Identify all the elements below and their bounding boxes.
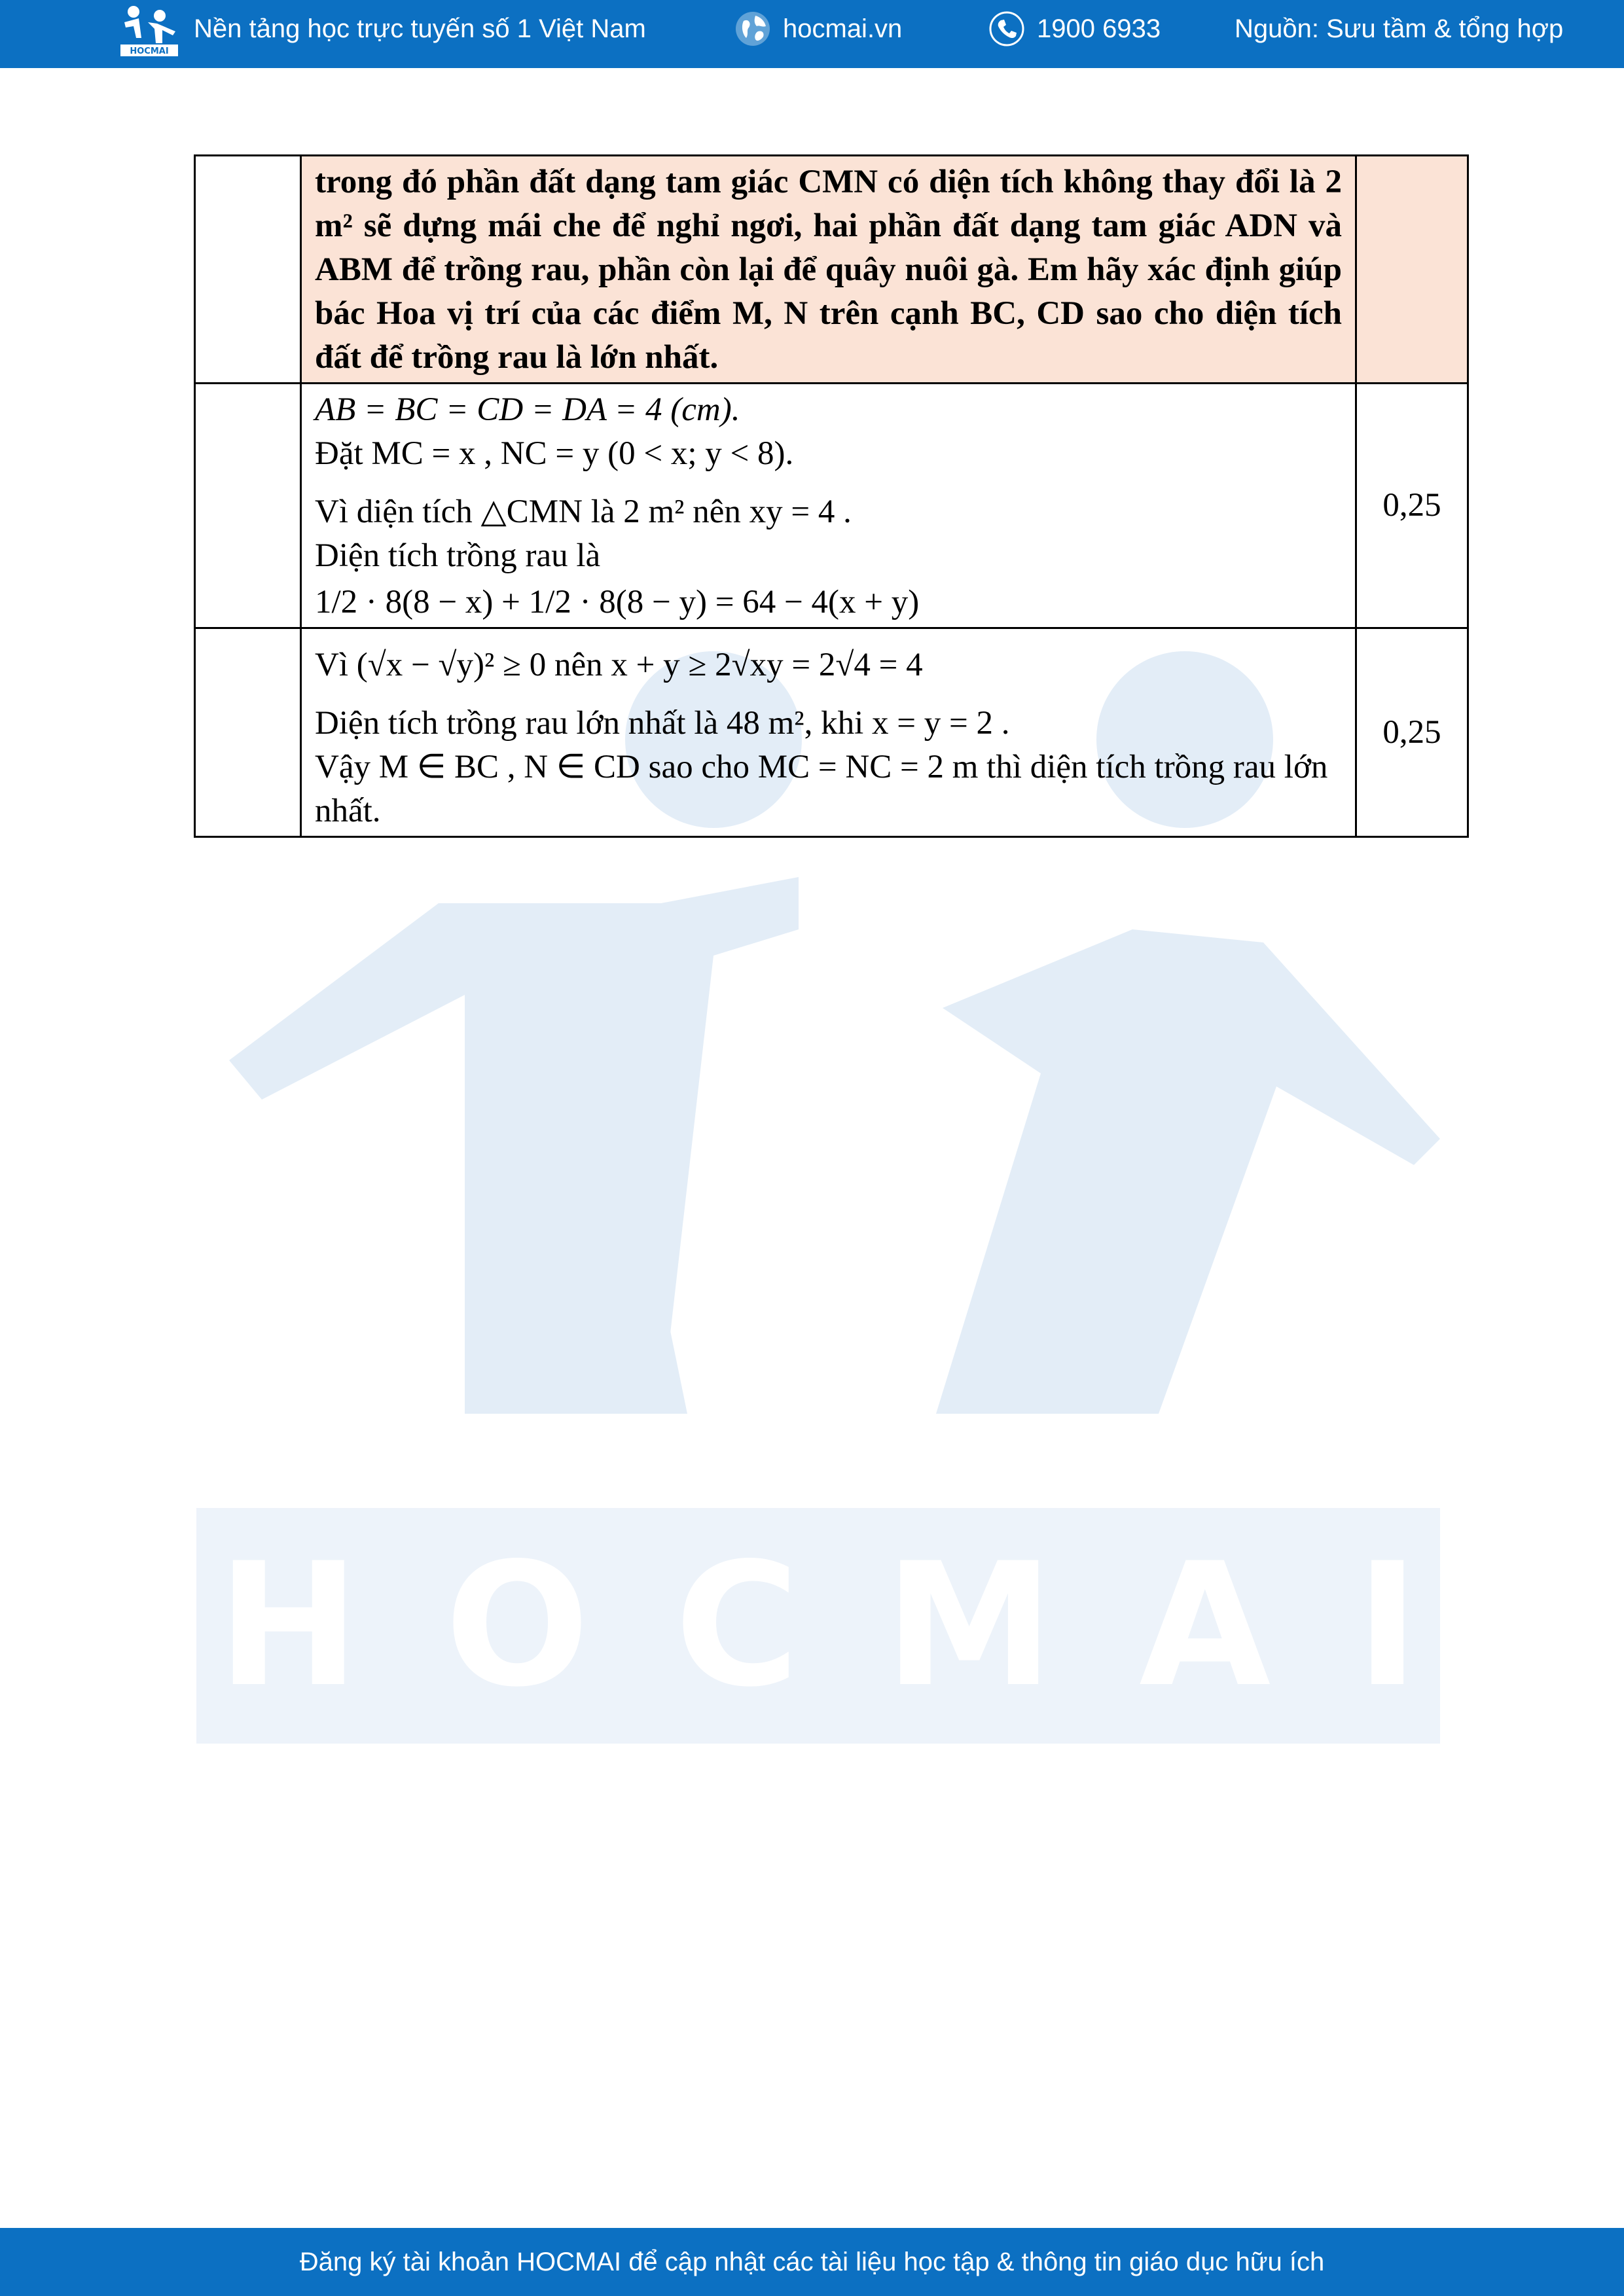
- empty-cell: [195, 628, 301, 837]
- set-variables-line: Đặt MC = x , NC = y (0 < x; y < 8).: [315, 435, 794, 472]
- footer-text[interactable]: Đăng ký tài khoản HOCMAI để cập nhật các tài liệu học tập & thông tin giáo dục hữu ích: [299, 2247, 1325, 2276]
- vegetable-area-label: Diện tích trồng rau là: [315, 537, 601, 574]
- conclusion-line: Vậy M ∈ BC , N ∈ CD sao cho MC = NC = 2 m thì diện tích trồng rau lớn nhất.: [315, 749, 1328, 829]
- logo-text: HOCMAI: [130, 46, 169, 56]
- score-cell-2: 0,25: [1356, 628, 1468, 837]
- header-slogan: Nền tảng học trực tuyến số 1 Việt Nam: [194, 14, 646, 43]
- phone-icon: [988, 10, 1025, 47]
- watermark-text: HOCMAI: [196, 1508, 1440, 1744]
- website-label: hocmai.vn: [783, 14, 903, 43]
- max-area-line: Diện tích trồng rau lớn nhất là 48 m², khi x = y = 2 .: [315, 705, 1010, 742]
- solution-step-1: [301, 384, 1356, 628]
- empty-cell: [195, 156, 301, 384]
- area-formula: 1/2 · 8(8 − x) + 1/2 · 8(8 − y) = 64 − 4(x + y): [315, 584, 920, 620]
- inequality-line: Vì (√x − √y)² ≥ 0 nên x + y ≥ 2√xy = 2√4 = 4: [315, 647, 923, 683]
- hocmai-logo-icon: [119, 3, 179, 58]
- empty-score-cell: [1356, 156, 1468, 384]
- side-length-line: AB = BC = CD = DA = 4 (cm).: [315, 391, 740, 428]
- header-source: Nguồn: Sưu tầm & tổng hợp: [1235, 14, 1564, 43]
- globe-icon: [734, 10, 771, 47]
- solution-step-2: [301, 628, 1356, 837]
- score-cell-1: 0,25: [1356, 384, 1468, 628]
- header-phone[interactable]: [988, 0, 1161, 58]
- header-bar: [0, 0, 1624, 68]
- footer-bar: [0, 2228, 1624, 2296]
- area-condition-line: Vì diện tích △CMN là 2 m² nên xy = 4 .: [315, 493, 852, 530]
- phone-label: 1900 6933: [1037, 14, 1161, 43]
- empty-cell: [195, 384, 301, 628]
- problem-row: [195, 156, 1468, 384]
- solution-row-1: [195, 384, 1468, 628]
- header-website[interactable]: [734, 0, 902, 58]
- solution-row-2: [195, 628, 1468, 837]
- solution-table: [194, 154, 1469, 838]
- problem-text: trong đó phần đất dạng tam giác CMN có diện tích không thay đổi là 2 m² sẽ dựng mái che để nghỉ ngơi, hai phần đất dạng tam giác ADN và ABM để trồng rau, phần còn lại để quây nuôi gà. Em hãy xác định giúp bác Hoa vị trí của các điểm M, N trên cạnh BC, CD sao cho diện tích đất để trồng rau là lớn nhất.: [301, 156, 1356, 384]
